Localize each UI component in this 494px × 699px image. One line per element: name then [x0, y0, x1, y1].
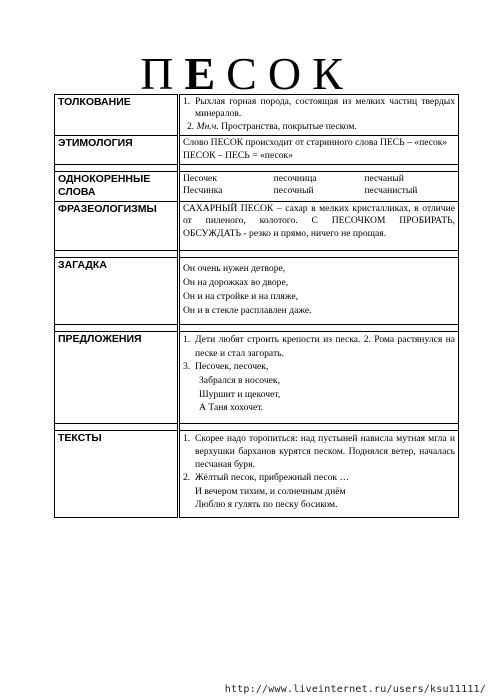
row-spacer	[55, 165, 459, 172]
item-number: 1.	[183, 96, 191, 107]
cognate-word: Песочек	[183, 173, 217, 185]
cognates-row	[183, 173, 455, 185]
poem-line: Люблю я гулять по песку босиком.	[195, 498, 338, 510]
riddle-line: Он на дорожках во дворе,	[183, 277, 289, 289]
term-cell: ЗАГАДКА	[55, 258, 179, 325]
definition-cell	[179, 172, 459, 202]
term-cell: ФРАЗЕОЛОГИЗМЫ	[55, 202, 179, 251]
watermark-url: http://www.liveinternet.ru/users/ksu11111/	[224, 684, 486, 695]
cognates-row	[183, 185, 455, 197]
item-number: 2.	[187, 120, 195, 132]
etymology-formula: ПЕСОК – ПЕСЬ = «песок»	[183, 149, 293, 161]
cognate-word: песчаный	[364, 173, 404, 185]
vocabulary-table	[54, 94, 459, 518]
definition-cell	[179, 332, 459, 424]
etymology-line: Слово ПЕСОК происходит от старинного слова ПЕСЬ – «песок»	[183, 137, 448, 149]
item-number: 1.	[183, 334, 191, 346]
riddle-line: Он очень нужен детворе,	[183, 263, 286, 275]
cognate-word: песочный	[273, 185, 314, 197]
title-letter: К	[312, 48, 354, 99]
list-item	[183, 121, 455, 133]
page-title	[0, 48, 494, 100]
cognate-word: песочница	[273, 173, 317, 185]
definition-cell	[179, 430, 459, 517]
phraseology-text: САХАРНЫЙ ПЕСОК – сахар в мелких кристалликах, в отличие от пиленого, колотого. С ПЕСОЧКОМ ПРОБИРАТЬ, ОБСУЖДАТЬ - резко и прямо, ничего не прощая.	[183, 203, 455, 239]
list-item	[183, 333, 455, 360]
cognate-word: песчанистый	[364, 185, 418, 197]
item-text: Скорее надо торопиться: над пустыней нависла мутная мгла и верхушки барханов курятся песком. Поднялся ветер, началась песчаная буря.	[195, 432, 455, 471]
poem-line: Забрался в носочек,	[199, 375, 280, 387]
row-spacer	[55, 423, 459, 430]
term-cell: ЭТИМОЛОГИЯ	[55, 136, 179, 165]
term-cell: ОДНОКОРЕННЫЕ СЛОВА	[55, 172, 179, 202]
row-spacer	[55, 325, 459, 332]
item-number: 3.	[183, 361, 191, 373]
definition-cell	[179, 258, 459, 325]
table-row-frazeologizmy	[55, 202, 459, 251]
item-text: Дети любят строить крепости из песка. 2. Рома растянулся на песке и стал загорать.	[195, 334, 455, 359]
definition-cell	[179, 202, 459, 251]
table-row-etimologiya	[55, 136, 459, 165]
table-row-teksty	[55, 430, 459, 517]
riddle-line: Он и в стекле расплавлен даже.	[183, 305, 312, 317]
definition-cell	[179, 95, 459, 136]
list-item	[183, 96, 455, 121]
cognate-word: Песчинка	[183, 185, 223, 197]
item-text: Жёлтый песок, прибрежный песок …	[195, 472, 350, 484]
table-row-predlozheniya	[55, 332, 459, 424]
table-row-zagadka	[55, 258, 459, 325]
item-text: Песочек, песочек,	[195, 361, 269, 373]
poem-line: А Таня хохочет.	[199, 402, 264, 414]
title-letter: С	[226, 48, 268, 99]
list-item	[183, 360, 455, 374]
riddle-line: Он и на стройке и на пляже,	[183, 291, 298, 303]
definition-cell	[179, 136, 459, 165]
term-cell: ТОЛКОВАНИЕ	[55, 95, 179, 136]
item-text: Пространства, покрытые песком.	[218, 120, 357, 132]
poem-line: И вечером тихим, и солнечным днём	[195, 485, 346, 497]
title-letter-bold: Е	[184, 48, 227, 99]
plural-abbreviation: Мн.ч.	[196, 120, 219, 132]
title-letter: О	[267, 48, 313, 99]
item-text: Рыхлая горная порода, состоящая из мелких частиц твердых минералов.	[195, 96, 455, 120]
item-number: 2.	[183, 472, 191, 484]
list-item	[183, 432, 455, 472]
table-row-odnokorennye	[55, 172, 459, 202]
item-number: 1.	[183, 432, 191, 444]
table-row-tolkovanie	[55, 95, 459, 136]
list-item	[183, 471, 455, 484]
title-letter: П	[140, 48, 185, 99]
row-spacer	[55, 251, 459, 258]
poem-line: Шуршит и щекочет,	[199, 388, 281, 400]
term-cell: ПРЕДЛОЖЕНИЯ	[55, 332, 179, 424]
term-cell: ТЕКСТЫ	[55, 430, 179, 517]
